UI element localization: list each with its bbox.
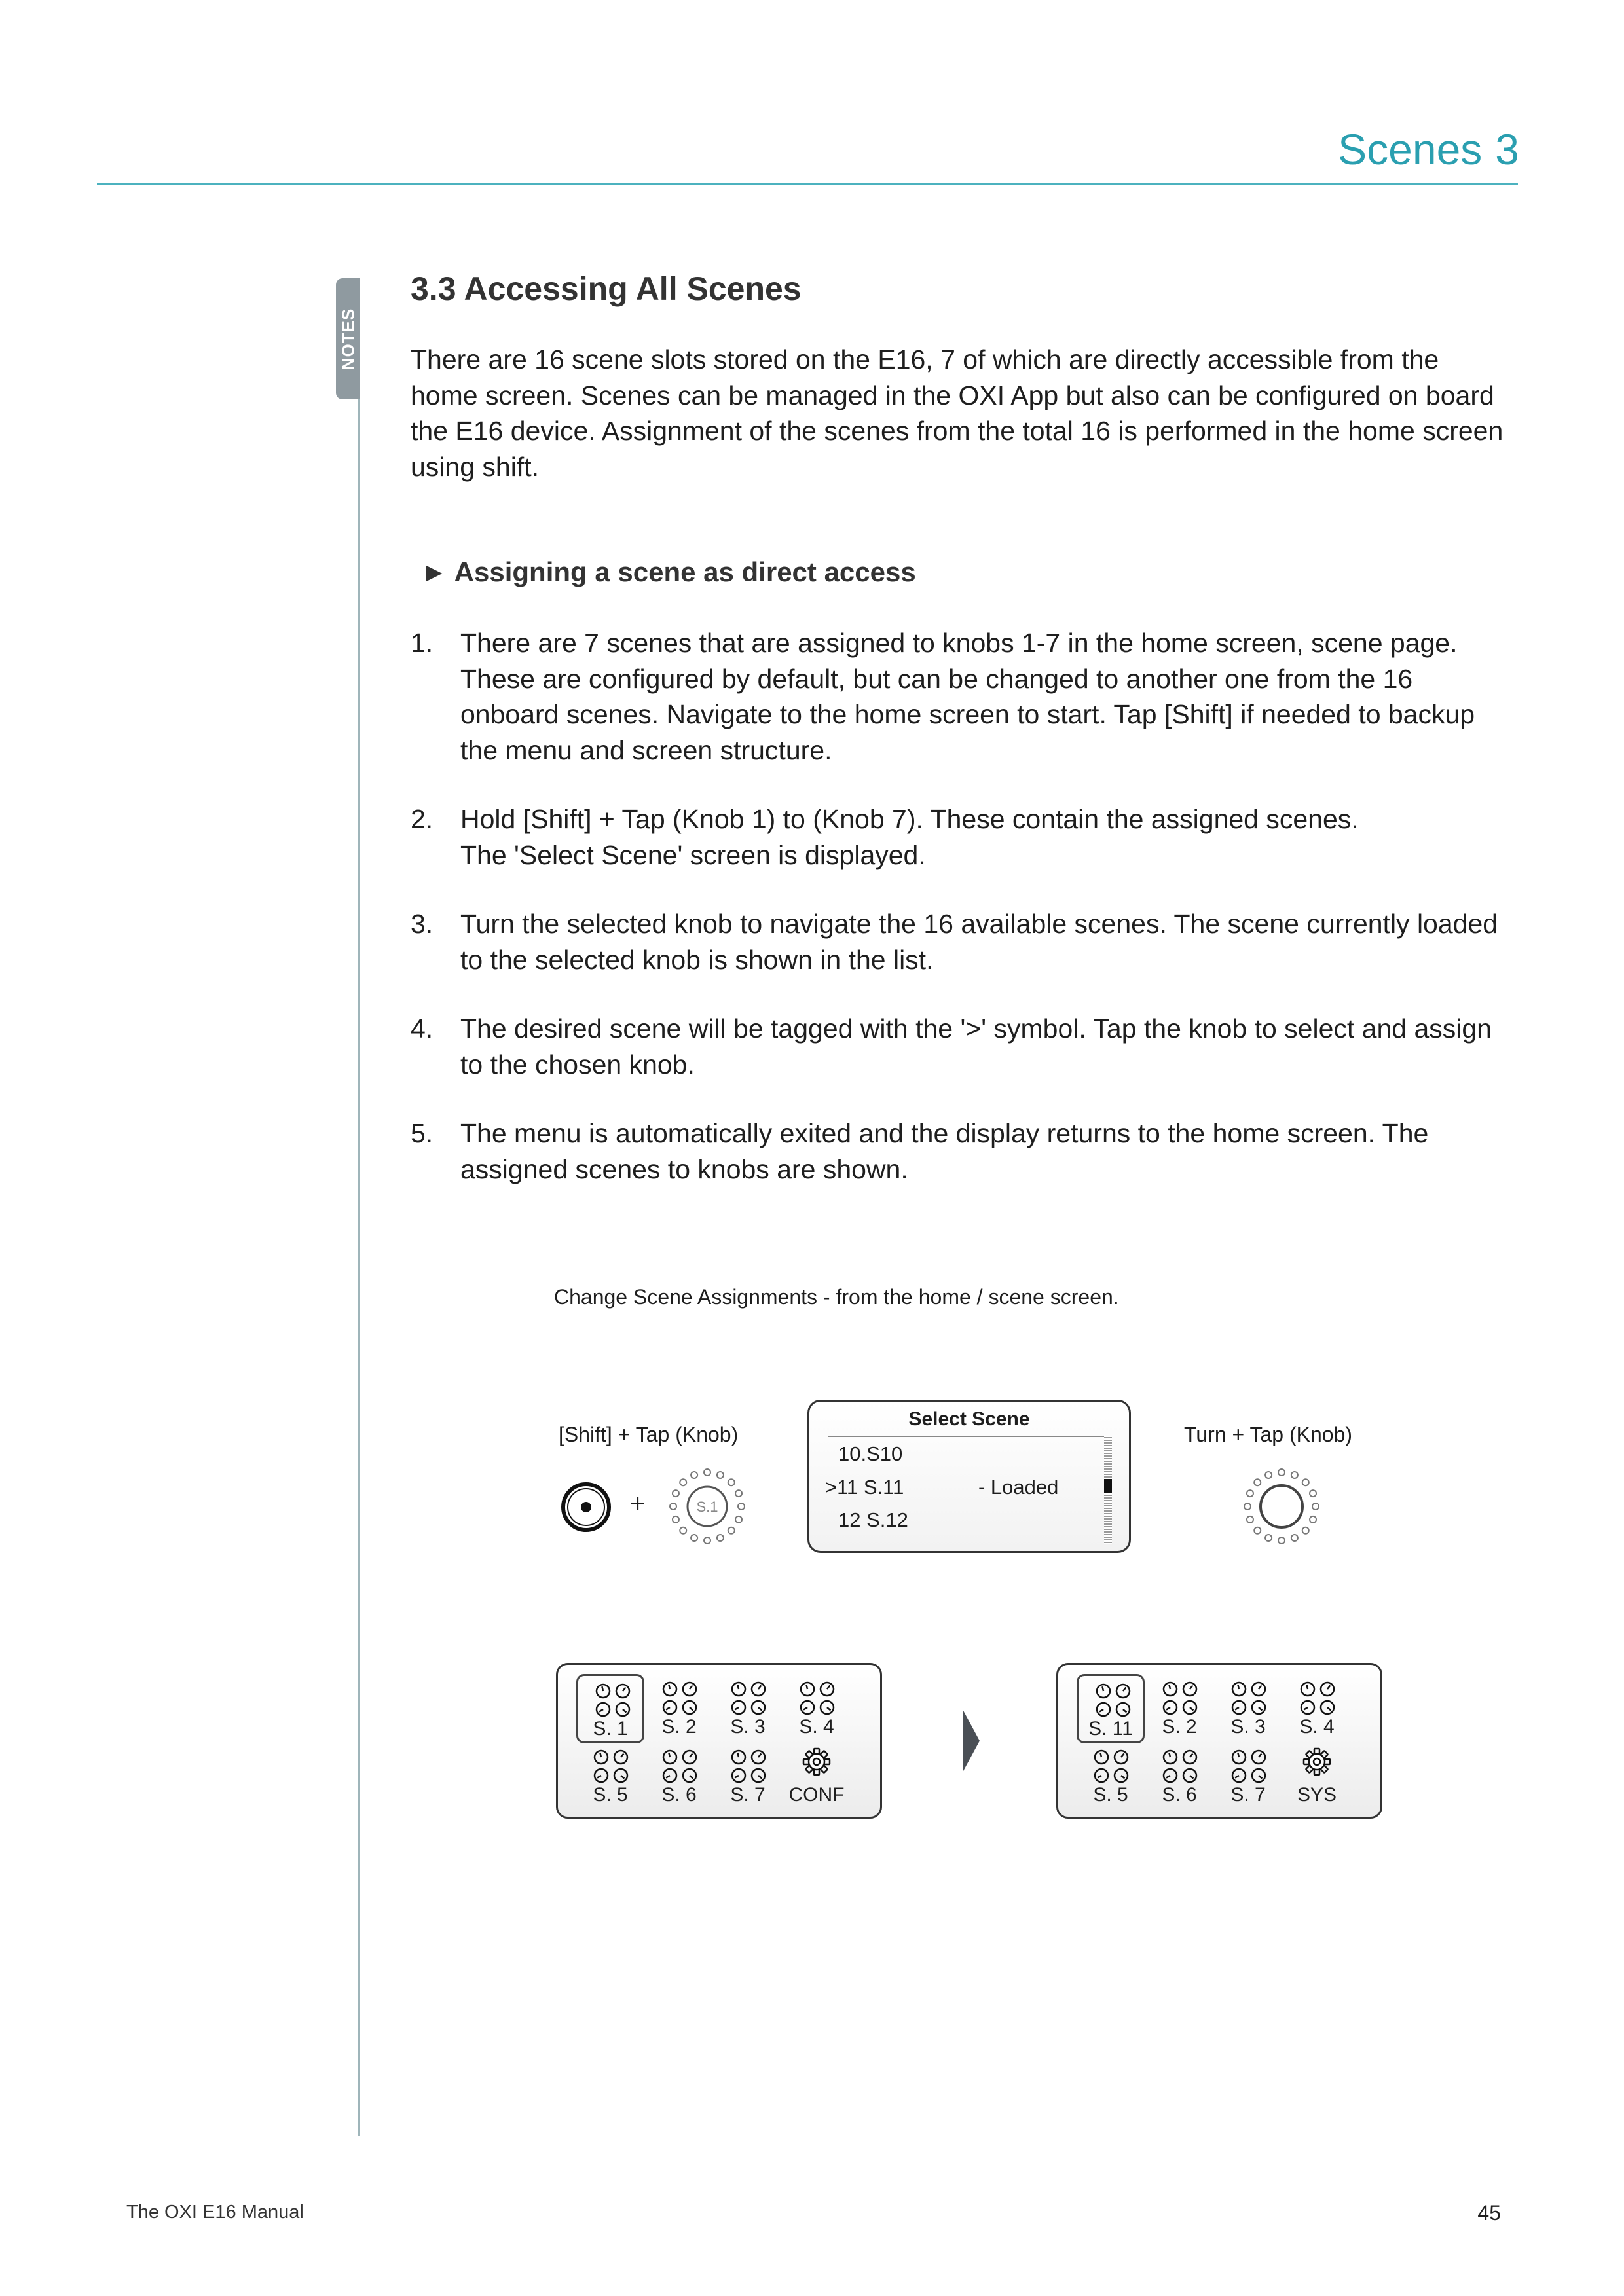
knob-cluster-icon bbox=[1161, 1749, 1200, 1789]
step-text: Turn the selected knob to navigate the 16 available scenes. The scene currently loaded to the selected knob is shown in the list. bbox=[460, 909, 1498, 975]
scene-loaded-status: - Loaded bbox=[978, 1476, 1059, 1499]
diagram-caption: Change Scene Assignments - from the home / scene screen. bbox=[554, 1285, 1119, 1309]
scene-list-item: 10.S10 bbox=[838, 1442, 903, 1465]
home-screen-before bbox=[556, 1663, 882, 1819]
knob-cluster-icon bbox=[729, 1681, 769, 1721]
scene-list-item-selected: >11 S.11 bbox=[825, 1476, 904, 1499]
screen-title: Select Scene bbox=[908, 1408, 1030, 1430]
knob-icon bbox=[1239, 1464, 1324, 1549]
knob-led-dot bbox=[1291, 1535, 1298, 1541]
scene-cell-label: S. 3 bbox=[730, 1716, 766, 1738]
step-number: 3. bbox=[411, 909, 434, 939]
step-item bbox=[411, 801, 1517, 873]
shift-tap-label: [Shift] + Tap (Knob) bbox=[559, 1423, 739, 1446]
knob-cluster-icon bbox=[729, 1749, 769, 1789]
knob-led-dot bbox=[728, 1527, 735, 1534]
scene-cell-label: S. 2 bbox=[661, 1716, 697, 1738]
scene-cell bbox=[645, 1674, 713, 1743]
knob-cluster-icon bbox=[594, 1683, 633, 1722]
subsection-title: ► Assigning a scene as direct access bbox=[420, 556, 916, 587]
knob-led-dot bbox=[704, 1469, 710, 1476]
knob-icon bbox=[665, 1464, 750, 1549]
knob-led-dot bbox=[1244, 1503, 1251, 1510]
knob-led-dot bbox=[1310, 1516, 1316, 1523]
knob-cluster-icon bbox=[1092, 1749, 1132, 1789]
screen-scrollbar bbox=[1104, 1436, 1112, 1544]
knob-cluster-icon bbox=[661, 1749, 700, 1789]
scene-cell-label: S. 4 bbox=[1299, 1716, 1335, 1738]
notes-tab-label: NOTES bbox=[338, 308, 358, 370]
scene-cell-label: S. 11 bbox=[1088, 1718, 1133, 1740]
scene-list-item: 12 S.12 bbox=[838, 1508, 908, 1531]
knob-cluster-icon bbox=[1161, 1681, 1200, 1721]
knob-led-dot bbox=[1310, 1490, 1316, 1497]
step-number: 5. bbox=[411, 1118, 434, 1148]
knob-led-dot bbox=[1291, 1472, 1298, 1478]
knob-led-dot bbox=[704, 1537, 710, 1544]
step-number: 1. bbox=[411, 628, 434, 658]
knob-led-dot bbox=[1254, 1527, 1261, 1534]
page-number: 45 bbox=[1477, 2201, 1501, 2225]
settings-cell bbox=[1283, 1742, 1351, 1812]
knob-led-dot bbox=[735, 1490, 742, 1497]
settings-cell bbox=[783, 1742, 851, 1812]
scene-cell-label: S. 7 bbox=[730, 1784, 766, 1806]
step-number: 4. bbox=[411, 1013, 434, 1044]
knob-scene-label: S.1 bbox=[696, 1499, 718, 1515]
knob-cluster-icon bbox=[592, 1749, 631, 1789]
scene-cell bbox=[576, 1742, 644, 1812]
knob-cluster-icon bbox=[661, 1681, 700, 1721]
knob-led-dot bbox=[680, 1527, 686, 1534]
knob-led-dot bbox=[673, 1516, 679, 1523]
knob-led-dot bbox=[673, 1490, 679, 1497]
step-text-block bbox=[460, 801, 1517, 873]
scene-cell-label: S. 6 bbox=[661, 1784, 697, 1806]
knob-led-dot bbox=[1254, 1479, 1261, 1485]
scene-cell-label: SYS bbox=[1297, 1784, 1337, 1806]
scene-cell-label: S. 1 bbox=[593, 1718, 628, 1740]
scene-cell-label: S. 7 bbox=[1230, 1784, 1266, 1806]
knob-led-dot bbox=[1312, 1503, 1319, 1510]
scene-cell-label: S. 5 bbox=[593, 1784, 628, 1806]
step-text: There are 7 scenes that are assigned to knobs 1-7 in the home screen, scene page. These are configured by default, but can be changed to another one from the 16 onboard scenes. Navigate to the home screen to start. Tap [Shift] if needed to backup the menu and screen structure. bbox=[460, 628, 1475, 765]
header-chapter-number: 3 bbox=[1495, 125, 1519, 173]
scene-cell-label: S. 2 bbox=[1162, 1716, 1197, 1738]
knob-cluster-icon bbox=[1230, 1749, 1269, 1789]
notes-tab bbox=[336, 278, 360, 399]
knob-led-dot bbox=[717, 1472, 724, 1478]
page-header-title bbox=[1338, 124, 1519, 174]
knob-led-dot bbox=[1302, 1527, 1309, 1534]
intro-paragraph: There are 16 scene slots stored on the E16, 7 of which are directly accessible from the home screen. Scenes can be managed in the OXI App but also can be configured on board the E16 device. Assignment of the scenes from the total 16 is performed in the home screen using shift. bbox=[411, 344, 1504, 482]
scroll-thumb bbox=[1104, 1479, 1112, 1493]
scene-cell-label: CONF bbox=[788, 1784, 845, 1806]
footer-manual-title: The OXI E16 Manual bbox=[126, 2202, 304, 2223]
knob-led-dot bbox=[738, 1503, 745, 1510]
knob-led-dot bbox=[728, 1479, 735, 1485]
knob-cluster-icon bbox=[1299, 1681, 1338, 1721]
knob-cluster-icon bbox=[1230, 1681, 1269, 1721]
gear-icon bbox=[802, 1747, 831, 1779]
scene-cell bbox=[714, 1742, 782, 1812]
knob-led-dot bbox=[680, 1479, 686, 1485]
scene-cell bbox=[1214, 1742, 1282, 1812]
step-text-continued: The 'Select Scene' screen is displayed. bbox=[460, 839, 926, 870]
scene-cell bbox=[783, 1674, 851, 1743]
knob-led-dot bbox=[1278, 1469, 1285, 1476]
scene-cell bbox=[645, 1742, 713, 1812]
scene-cell bbox=[714, 1674, 782, 1743]
arrow-right-icon bbox=[961, 1709, 981, 1775]
knob-led-dot bbox=[735, 1516, 742, 1523]
knob-led-dot bbox=[1302, 1479, 1309, 1485]
knob-cluster-icon bbox=[1094, 1683, 1134, 1722]
step-text: The desired scene will be tagged with the '>' symbol. Tap the knob to select and assign to the chosen knob. bbox=[460, 1013, 1492, 1080]
step-item bbox=[411, 1011, 1517, 1082]
select-scene-screen bbox=[807, 1400, 1131, 1553]
plus-sign: + bbox=[630, 1489, 646, 1518]
header-section-name: Scenes bbox=[1338, 125, 1483, 173]
knob-led-dot bbox=[691, 1535, 697, 1541]
knob-led-dot bbox=[670, 1503, 676, 1510]
step-item bbox=[411, 1116, 1517, 1187]
scene-cell-label: S. 6 bbox=[1162, 1784, 1197, 1806]
scene-cell bbox=[1145, 1674, 1213, 1743]
scene-cell bbox=[1145, 1742, 1213, 1812]
knob-cluster-icon bbox=[798, 1681, 838, 1721]
knob-led-dot bbox=[691, 1472, 697, 1478]
home-screen-after bbox=[1056, 1663, 1382, 1819]
step-number: 2. bbox=[411, 804, 434, 834]
steps-list bbox=[411, 625, 1517, 1220]
scene-cell-label: S. 5 bbox=[1093, 1784, 1128, 1806]
gear-icon bbox=[1302, 1747, 1331, 1779]
header-rule bbox=[97, 183, 1518, 185]
notes-margin-line bbox=[358, 278, 360, 2136]
scene-cell bbox=[1077, 1742, 1145, 1812]
knob-led-dot bbox=[1265, 1535, 1272, 1541]
step-item bbox=[411, 906, 1517, 977]
knob-led-dot bbox=[1247, 1490, 1253, 1497]
step-item bbox=[411, 625, 1517, 768]
scene-cell-label: S. 4 bbox=[799, 1716, 834, 1738]
knob-led-dot bbox=[1265, 1472, 1272, 1478]
knob-led-dot bbox=[1278, 1537, 1285, 1544]
turn-tap-label: Turn + Tap (Knob) bbox=[1184, 1423, 1353, 1446]
step-text: The menu is automatically exited and the display returns to the home screen. The assigned scenes to knobs are shown. bbox=[460, 1118, 1429, 1184]
knob-led-dot bbox=[1247, 1516, 1253, 1523]
scene-cell bbox=[1214, 1674, 1282, 1743]
scene-cell bbox=[1283, 1674, 1351, 1743]
screen-divider bbox=[828, 1436, 1111, 1437]
section-title: 3.3 Accessing All Scenes bbox=[411, 270, 802, 307]
step-text: Hold [Shift] + Tap (Knob 1) to (Knob 7). These contain the assigned scenes. bbox=[460, 804, 1359, 834]
scene-cell-selected bbox=[1077, 1674, 1145, 1743]
scene-cell-label: S. 3 bbox=[1230, 1716, 1266, 1738]
knob-led-dot bbox=[717, 1535, 724, 1541]
shift-button-icon bbox=[560, 1481, 612, 1533]
scene-cell-selected bbox=[576, 1674, 644, 1743]
